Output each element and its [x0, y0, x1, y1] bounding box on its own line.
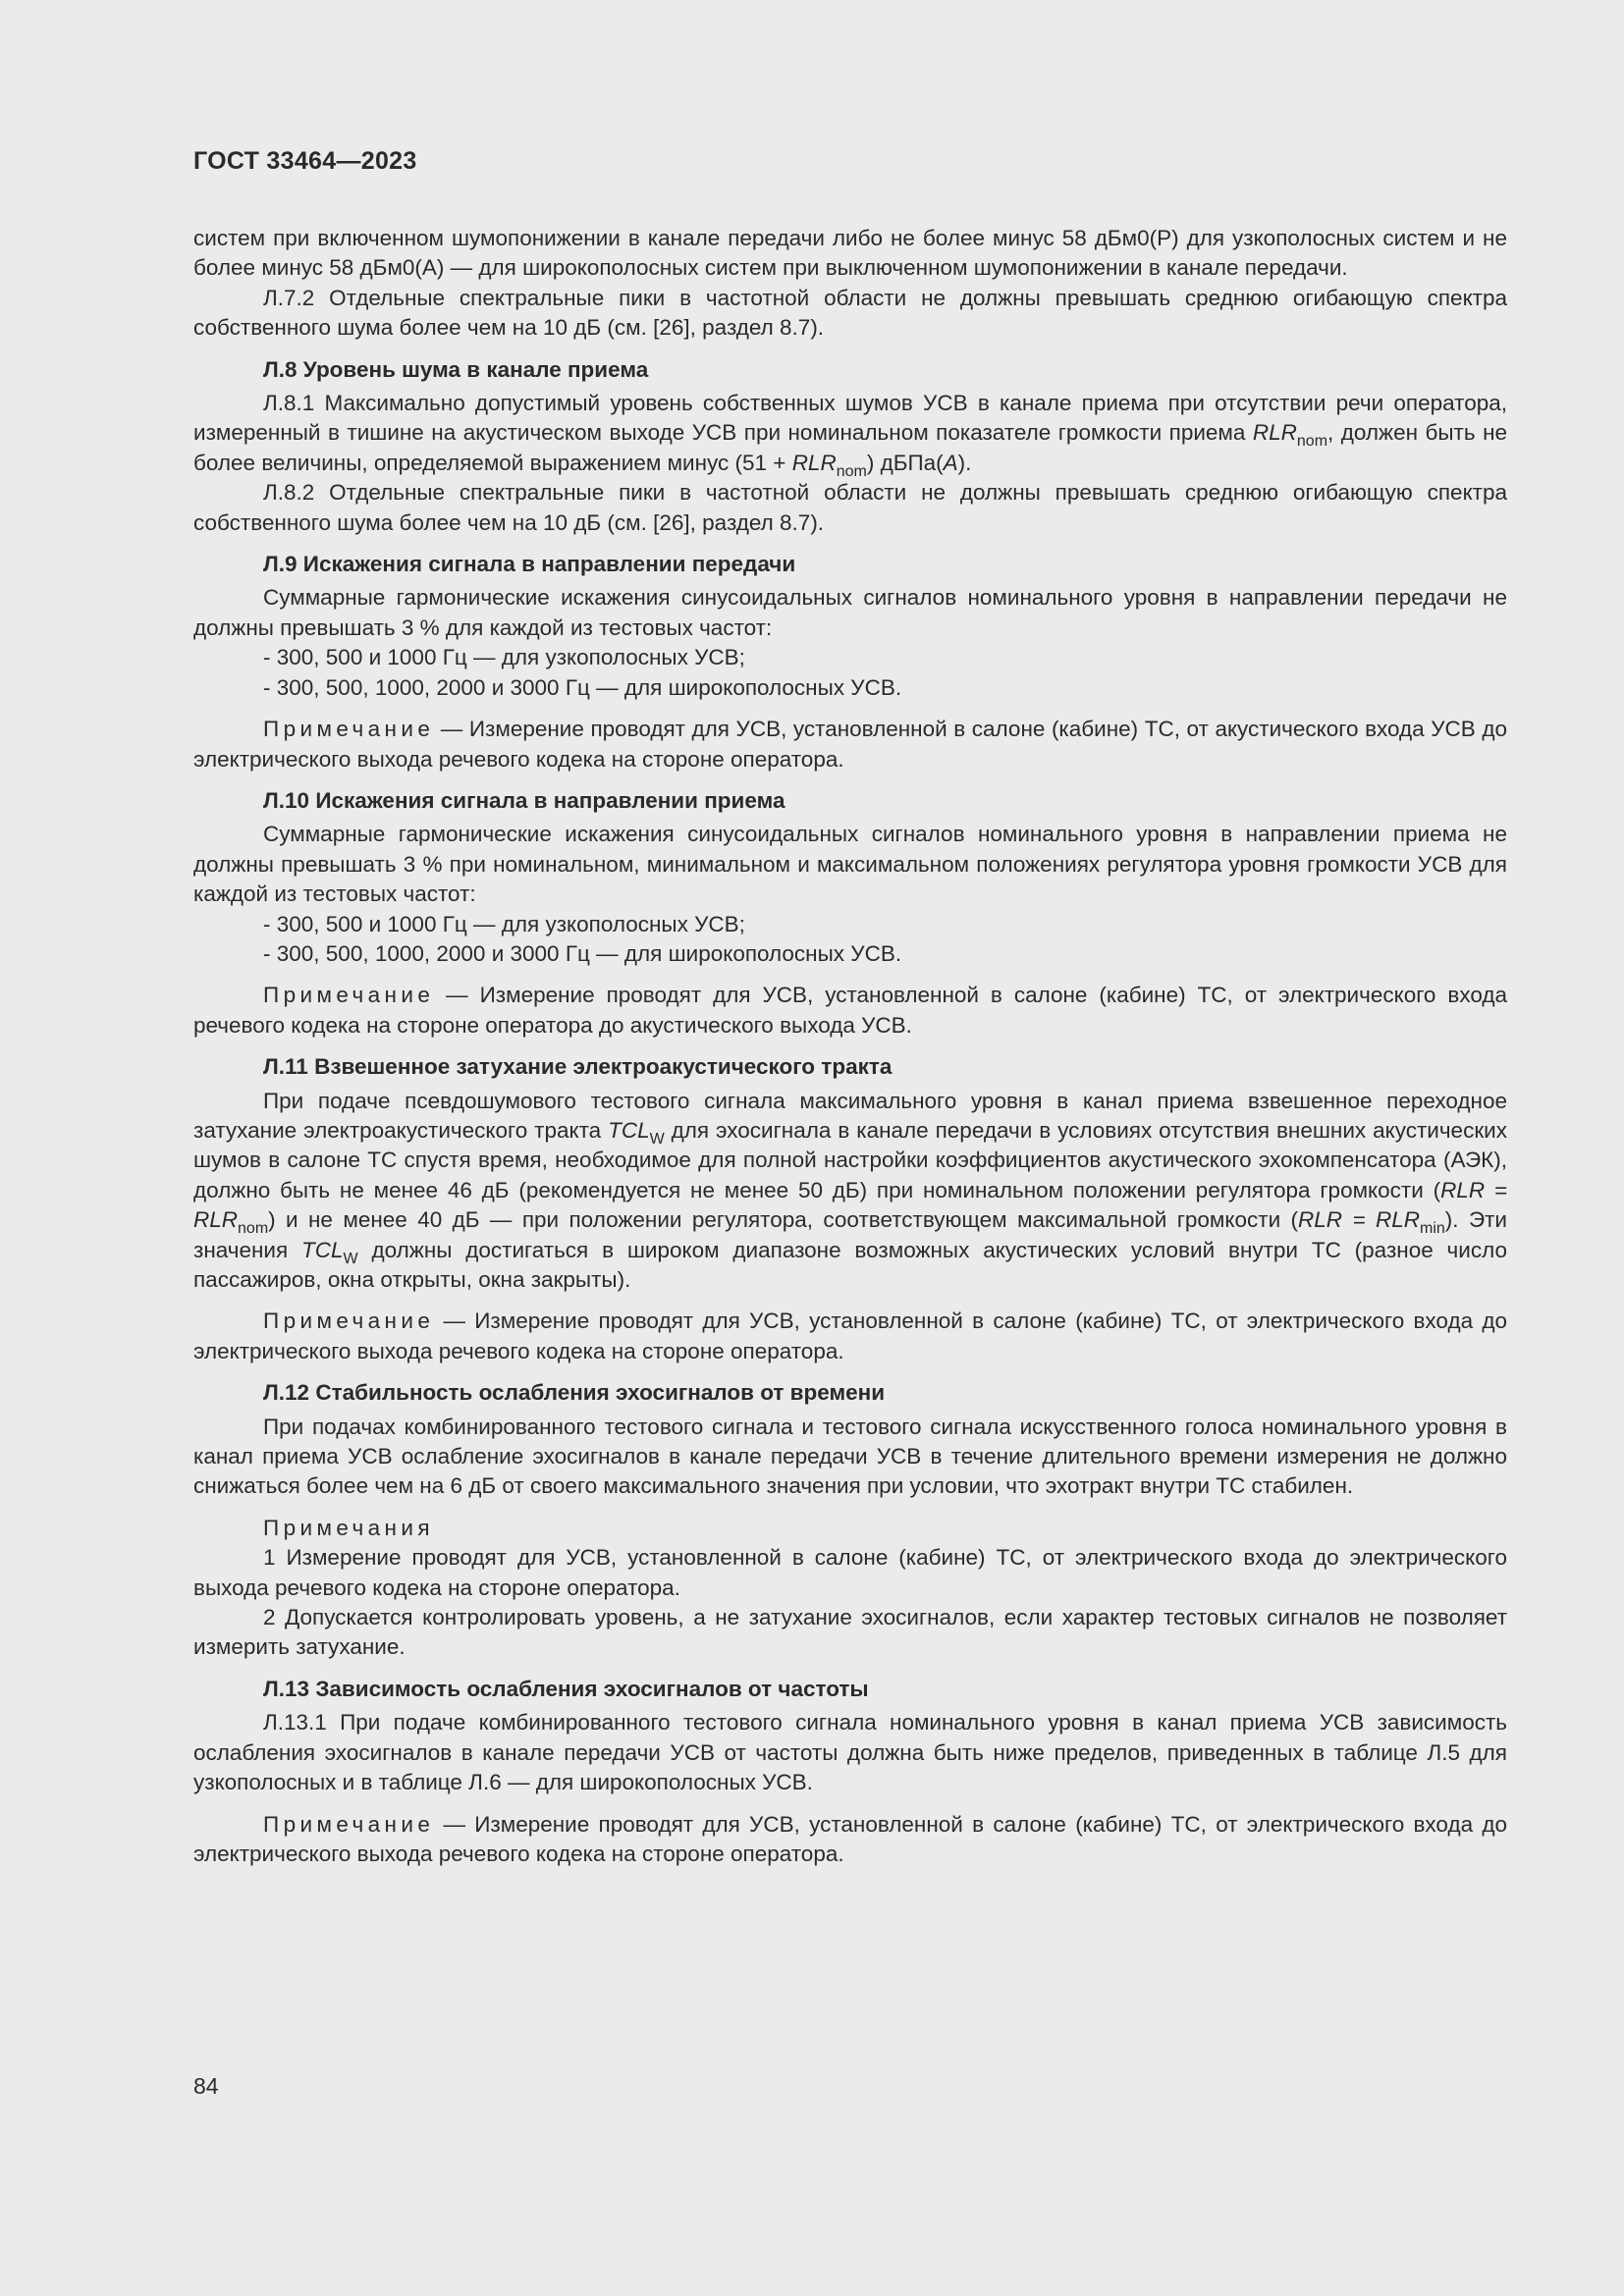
document-header: ГОСТ 33464—2023 — [193, 147, 417, 175]
heading-l13: Л.13 Зависимость ослабления эхосигналов от частоты — [263, 1676, 869, 1701]
note-l9: Примечание — Измерение проводят для УСВ, установленной в салоне (кабине) ТС, от акустического входа УСВ до электрического выхода речевого кодека на стороне оператора. — [193, 717, 1507, 772]
list-item-l10-2: - 300, 500, 1000, 2000 и 3000 Гц — для широкополосных УСВ. — [263, 940, 902, 966]
paragraph-l8-2: Л.8.2 Отдельные спектральные пики в частотной области не должны превышать среднюю огибающую спектра собственного шума более чем на 10 дБ (см. [26], раздел 8.7). — [193, 480, 1507, 535]
paragraph-continuation: систем при включенном шумопонижении в канале передачи либо не более минус 58 дБм0(Р) для узкополосных систем и не более минус 58 дБм0(А) — для широкополосных систем при выключенном шумопонижении в канале передачи. — [193, 226, 1507, 281]
note-label: Примечание — [263, 983, 435, 1008]
list-item-l10-1: - 300, 500 и 1000 Гц — для узкополосных УСВ; — [263, 911, 745, 936]
note-l11: Примечание — Измерение проводят для УСВ, установленной в салоне (кабине) ТС, от электрического входа до электрического выхода речевого кодека на стороне оператора. — [193, 1308, 1507, 1363]
note-label: Примечание — [263, 1308, 435, 1334]
page-body — [193, 224, 1507, 1869]
list-item-l9-1: - 300, 500 и 1000 Гц — для узкополосных УСВ; — [263, 645, 745, 670]
heading-l12: Л.12 Стабильность ослабления эхосигналов от времени — [263, 1380, 886, 1406]
paragraph-l13-1: Л.13.1 При подаче комбинированного тестового сигнала номинального уровня в канал приема УСВ зависимость ослабления эхосигналов в канале передачи УСВ от частоты должна быть ниже пределов, приведенных в таблице Л.5 для узкополосных и в таблице Л.6 — для широкополосных УСВ. — [193, 1710, 1507, 1795]
heading-l11: Л.11 Взвешенное затухание электроакустического тракта — [263, 1054, 893, 1080]
paragraph-l12: При подачах комбинированного тестового сигнала и тестового сигнала искусственного голоса номинального уровня в канал приема УСВ ослабление эхосигналов в канале передачи УСВ в течение длительного времени измерения не должно снижаться более чем на 6 дБ от своего максимального значения при условии, что эхотракт внутри ТС стабилен. — [193, 1414, 1507, 1499]
note-l12-1: 1 Измерение проводят для УСВ, установленной в салоне (кабине) ТС, от электрического входа до электрического выхода речевого кодека на стороне оператора. — [193, 1545, 1507, 1600]
heading-l10: Л.10 Искажения сигнала в направлении приема — [263, 787, 785, 813]
paragraph-l8-1: Л.8.1 Максимально допустимый уровень собственных шумов УСВ в канале приема при отсутствии речи оператора, измеренный в тишине на акустическом выходе УСВ при номинальном показателе громкости приема $RLR_{nom}$, должен быть не более величины, определяемой выражением минус $(51 + RLR_{nom})$ дБПа(A). — [193, 391, 1508, 480]
page-number: 84 — [193, 2073, 219, 2099]
paragraph-l11: При подаче псевдошумового тестового сигнала максимального уровня в канал приема взвешенное переходное затухание электроакустического тракта $TCL_W$ для эхосигнала в канале передачи в условиях отсутствия внешних акустических шумов в салоне ТС спустя время, необходимое для полной настройки коэффициентов акустического эхокомпенсатора (АЭК), должно быть не менее 46 дБ (рекомендуется не менее 50 дБ) при номинальном положении регулятора громкости $(RLR = RLR_{nom})$ и не менее 40 дБ — при положении регулятора, соответствующем максимальной громкости $(RLR = RLR_{min})$. Эти значения $TCL_W$ должны достигаться в широком диапазоне возможных акустических условий внутри ТС (разное число пассажиров, окна открыты, окна закрыты). — [193, 1088, 1507, 1292]
paragraph-l7-2: Л.7.2 Отдельные спектральные пики в частотной области не должны превышать среднюю огибающую спектра собственного шума более чем на 10 дБ (см. [26], раздел 8.7). — [193, 285, 1507, 341]
note-label: Примечание — [263, 717, 435, 742]
notes-label-l12: Примечания — [263, 1515, 434, 1540]
list-item-l9-2: - 300, 500, 1000, 2000 и 3000 Гц — для широкополосных УСВ. — [263, 674, 902, 700]
note-l10: Примечание — Измерение проводят для УСВ, установленной в салоне (кабине) ТС, от электрического входа речевого кодека на стороне оператора до акустического выхода УСВ. — [193, 983, 1507, 1038]
note-l13: Примечание — Измерение проводят для УСВ, установленной в салоне (кабине) ТС, от электрического входа до электрического выхода речевого кодека на стороне оператора. — [193, 1811, 1507, 1866]
note-label: Примечание — [263, 1811, 435, 1837]
heading-l8: Л.8 Уровень шума в канале приема — [263, 356, 649, 382]
paragraph-l9: Суммарные гармонические искажения синусоидальных сигналов номинального уровня в направлении передачи не должны превышать 3 % для каждой из тестовых частот: — [193, 585, 1507, 640]
note-l12-2: 2 Допускается контролировать уровень, а не затухание эхосигналов, если характер тестовых сигналов не позволяет измерить затухание. — [193, 1605, 1507, 1660]
heading-l9: Л.9 Искажения сигнала в направлении передачи — [263, 552, 796, 577]
paragraph-l10: Суммарные гармонические искажения синусоидальных сигналов номинального уровня в направлении приема не должны превышать 3 % при номинальном, минимальном и максимальном положениях регулятора уровня громкости УСВ для каждой из тестовых частот: — [193, 822, 1507, 907]
